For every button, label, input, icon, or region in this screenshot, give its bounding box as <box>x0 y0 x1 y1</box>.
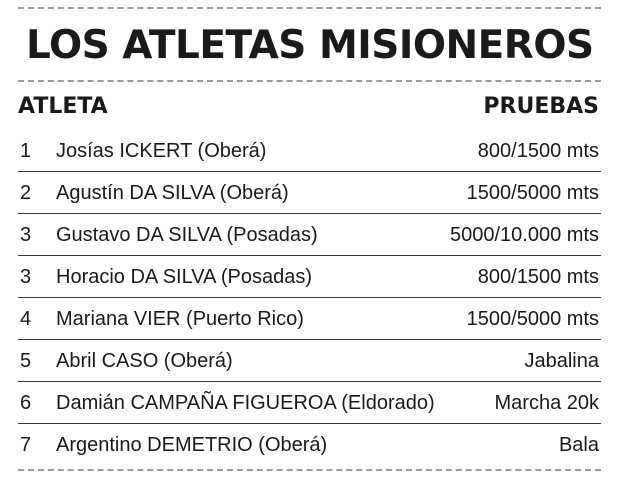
row-rank: 3 <box>20 266 32 288</box>
bottom-dashed-divider <box>18 469 601 471</box>
row-event: 800/1500 mts <box>477 266 599 288</box>
table-header <box>18 90 601 124</box>
row-rank: 3 <box>20 224 32 246</box>
row-athlete: Abril CASO (Oberá) <box>56 350 233 372</box>
row-rank: 2 <box>20 182 32 204</box>
row-rank: 6 <box>20 392 32 414</box>
row-rank: 4 <box>20 308 32 330</box>
athletes-table <box>18 130 601 466</box>
table-row <box>18 298 601 340</box>
row-rank: 1 <box>20 140 32 162</box>
header-events: PRUEBAS <box>483 94 599 119</box>
table-row <box>18 130 601 172</box>
row-event: 5000/10.000 mts <box>450 224 599 246</box>
table-row <box>18 256 601 298</box>
row-athlete: Argentino DEMETRIO (Oberá) <box>56 434 328 456</box>
title-dashed-divider <box>18 80 601 82</box>
row-athlete: Damián CAMPAÑA FIGUEROA (Eldorado) <box>56 392 435 414</box>
row-rank: 5 <box>20 350 32 372</box>
table-row <box>18 382 601 424</box>
row-athlete: Agustín DA SILVA (Oberá) <box>56 182 289 204</box>
row-event: 1500/5000 mts <box>466 308 599 330</box>
row-athlete: Horacio DA SILVA (Posadas) <box>56 266 313 288</box>
table-row <box>18 214 601 256</box>
row-athlete: Mariana VIER (Puerto Rico) <box>56 308 304 330</box>
table-row <box>18 340 601 382</box>
row-event: 1500/5000 mts <box>466 182 599 204</box>
row-event: 800/1500 mts <box>477 140 599 162</box>
row-athlete: Gustavo DA SILVA (Posadas) <box>56 224 318 246</box>
header-athlete: ATLETA <box>18 94 108 119</box>
page-title: LOS ATLETAS MISIONEROS <box>26 23 594 68</box>
row-event: Bala <box>558 434 599 456</box>
table-row <box>18 424 601 466</box>
table-row <box>18 172 601 214</box>
top-dashed-divider <box>18 7 601 9</box>
row-rank: 7 <box>20 434 32 456</box>
row-event: Jabalina <box>524 350 599 372</box>
row-event: Marcha 20k <box>494 392 599 414</box>
row-athlete: Josías ICKERT (Oberá) <box>56 140 267 162</box>
